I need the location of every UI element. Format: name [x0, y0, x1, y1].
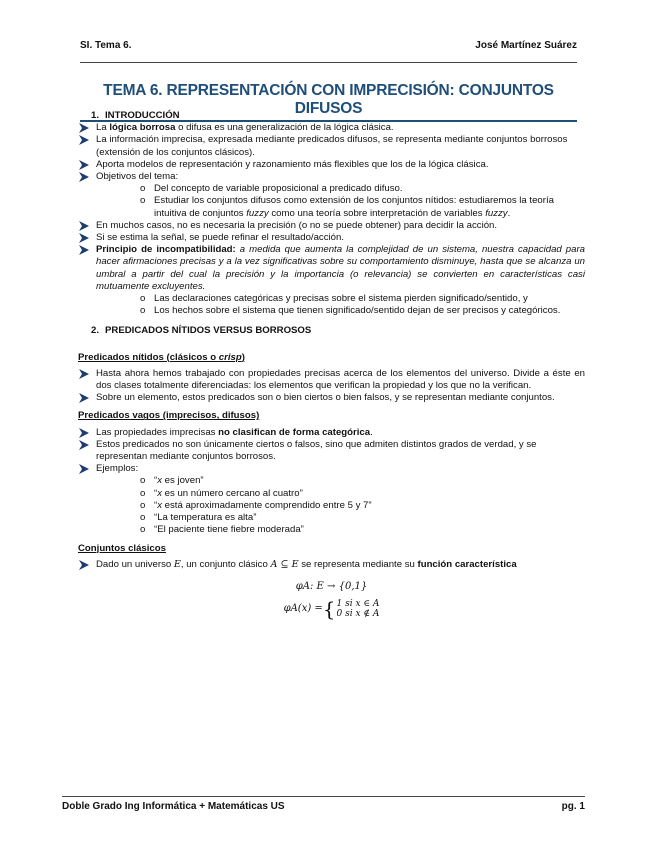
- list-item: Dado un universo E, un conjunto clásico A ⊆ E se representa mediante su función característica: [78, 559, 585, 571]
- list-item: La información imprecisa, expresada mediante predicados difusos, se representa mediante conjuntos borrosos (extensión de los conjuntos clásicos).: [78, 134, 585, 158]
- arrow-bullet-icon: [78, 160, 90, 170]
- sub-list-item: o Del concepto de variable proposicional a predicado difuso.: [140, 183, 403, 195]
- arrow-bullet-icon: [78, 369, 90, 379]
- subheading-crisp: Predicados nítidos (clásicos o crisp): [78, 351, 245, 363]
- page-title: TEMA 6. REPRESENTACIÓN CON IMPRECISIÓN: CONJUNTOS DIFUSOS: [80, 82, 577, 122]
- list-item: Sobre un elemento, estos predicados son o bien ciertos o bien falsos, y se representan mediante conjuntos.: [78, 392, 585, 404]
- sub-list-item: o Estudiar los conjuntos difusos como extensión de los conjuntos nítidos: estudiaremos la teoría intuitiva de conjuntos fuzzy como una teoría sobre interpretación de variables fuzzy.: [140, 195, 554, 219]
- list-item: Principio de incompatibilidad: a medida que aumenta la complejidad de un sistema, nuestra capacidad para hacer afirmaciones precisas y a la vez significativas sobre su comportamiento disminuye, hasta que se alcanza un umbral a partir del cual la precisión y la importancia (o relevancia) se convierten en características casi mutuamente excluyentes. o Las declaraciones categóricas y precisas sobre el sistema pierden significado/sentido, y o Los hechos sobre el sistema que tienen significado/sentido dejan de ser precisos y categóricos.: [78, 244, 585, 317]
- arrow-bullet-icon: [78, 393, 90, 403]
- arrow-bullet-icon: [78, 428, 90, 438]
- example-item: o “x es joven”: [140, 475, 204, 487]
- section-2-heading: 2. PREDICADOS NÍTIDOS VERSUS BORROSOS: [91, 325, 312, 337]
- examples-list: [96, 475, 585, 536]
- classic-list: [78, 559, 585, 571]
- formula-characteristic-map: φA: E → {0,1}: [295, 580, 368, 592]
- list-item: Objetivos del tema: o Del concepto de variable proposicional a predicado difuso. o Estudiar los conjuntos difusos como extensión de los conjuntos nítidos: estudiaremos la teoría intuitiva de conjuntos fuzzy como una teoría sobre interpretación de variables fuzzy.: [78, 171, 585, 220]
- arrow-bullet-icon: [78, 135, 90, 145]
- arrow-bullet-icon: [78, 233, 90, 243]
- section-1-list: [78, 122, 585, 317]
- arrow-bullet-icon: [78, 172, 90, 182]
- page-header: [80, 40, 577, 63]
- arrow-bullet-icon: [78, 123, 90, 133]
- list-item: La lógica borrosa o difusa es una generalización de la lógica clásica.: [78, 122, 585, 134]
- section-1-heading: 1. INTRODUCCIÓN: [91, 110, 180, 121]
- footer-left: Doble Grado Ing Informática + Matemáticas US: [62, 801, 285, 812]
- arrow-bullet-icon: [78, 464, 90, 474]
- arrow-bullet-icon: [78, 221, 90, 231]
- list-item: Si se estima la señal, se puede refinar el resultado/acción.: [78, 232, 585, 244]
- list-item: Estos predicados no son únicamente ciertos o falsos, sino que admiten distintos grados de verdad, y se representan mediante conjuntos borrosos.: [78, 439, 585, 463]
- document-body: [78, 110, 585, 622]
- list-item: Aporta modelos de representación y razonamiento más flexibles que los de la lógica clásica.: [78, 159, 585, 171]
- sub-list-item: o Los hechos sobre el sistema que tienen significado/sentido dejan de ser precisos y categóricos.: [140, 305, 561, 317]
- list-item: Ejemplos: o “x es joven” o “x es un número cercano al cuatro” o “x está aproximadamente comprendido entre 5 y 7” o “La temperatura es alta” o “El paciente tiene fiebre moderada”: [78, 463, 585, 536]
- example-item: o “x está aproximadamente comprendido entre 5 y 7”: [140, 499, 372, 511]
- page-footer: [62, 796, 585, 812]
- subheading-vague: Predicados vagos (imprecisos, difusos): [78, 410, 260, 422]
- vague-list: [78, 427, 585, 537]
- arrow-bullet-icon: [78, 440, 90, 450]
- sub-list: [96, 183, 585, 220]
- sub-list: [96, 293, 585, 317]
- list-item: Hasta ahora hemos trabajado con propiedades precisas acerca de los elementos del universo. Divide a éste en dos clases totalmente diferenciadas: los elementos que verifican la propiedad y los que no la verifican.: [78, 368, 585, 392]
- arrow-bullet-icon: [78, 245, 90, 255]
- sub-list-item: o Las declaraciones categóricas y precisas sobre el sistema pierden significado/sentido, y: [140, 293, 528, 305]
- formula-characteristic-def: φA(x) = { 1 si x ∈ A 0 si x ∉ A: [283, 597, 380, 622]
- arrow-bullet-icon: [78, 560, 90, 570]
- header-right: José Martínez Suárez: [475, 40, 577, 51]
- page-number: pg. 1: [561, 801, 585, 812]
- crisp-list: [78, 368, 585, 405]
- list-item: En muchos casos, no es necesaria la precisión (o no se puede obtener) para decidir la acción.: [78, 220, 585, 232]
- list-item: Las propiedades imprecisas no clasifican de forma categórica.: [78, 427, 585, 439]
- subheading-classic-sets: Conjuntos clásicos: [78, 542, 166, 554]
- header-left: SI. Tema 6.: [80, 40, 132, 51]
- example-item: o “El paciente tiene fiebre moderada”: [140, 524, 304, 536]
- example-item: o “La temperatura es alta”: [140, 512, 257, 524]
- example-item: o “x es un número cercano al cuatro”: [140, 487, 303, 499]
